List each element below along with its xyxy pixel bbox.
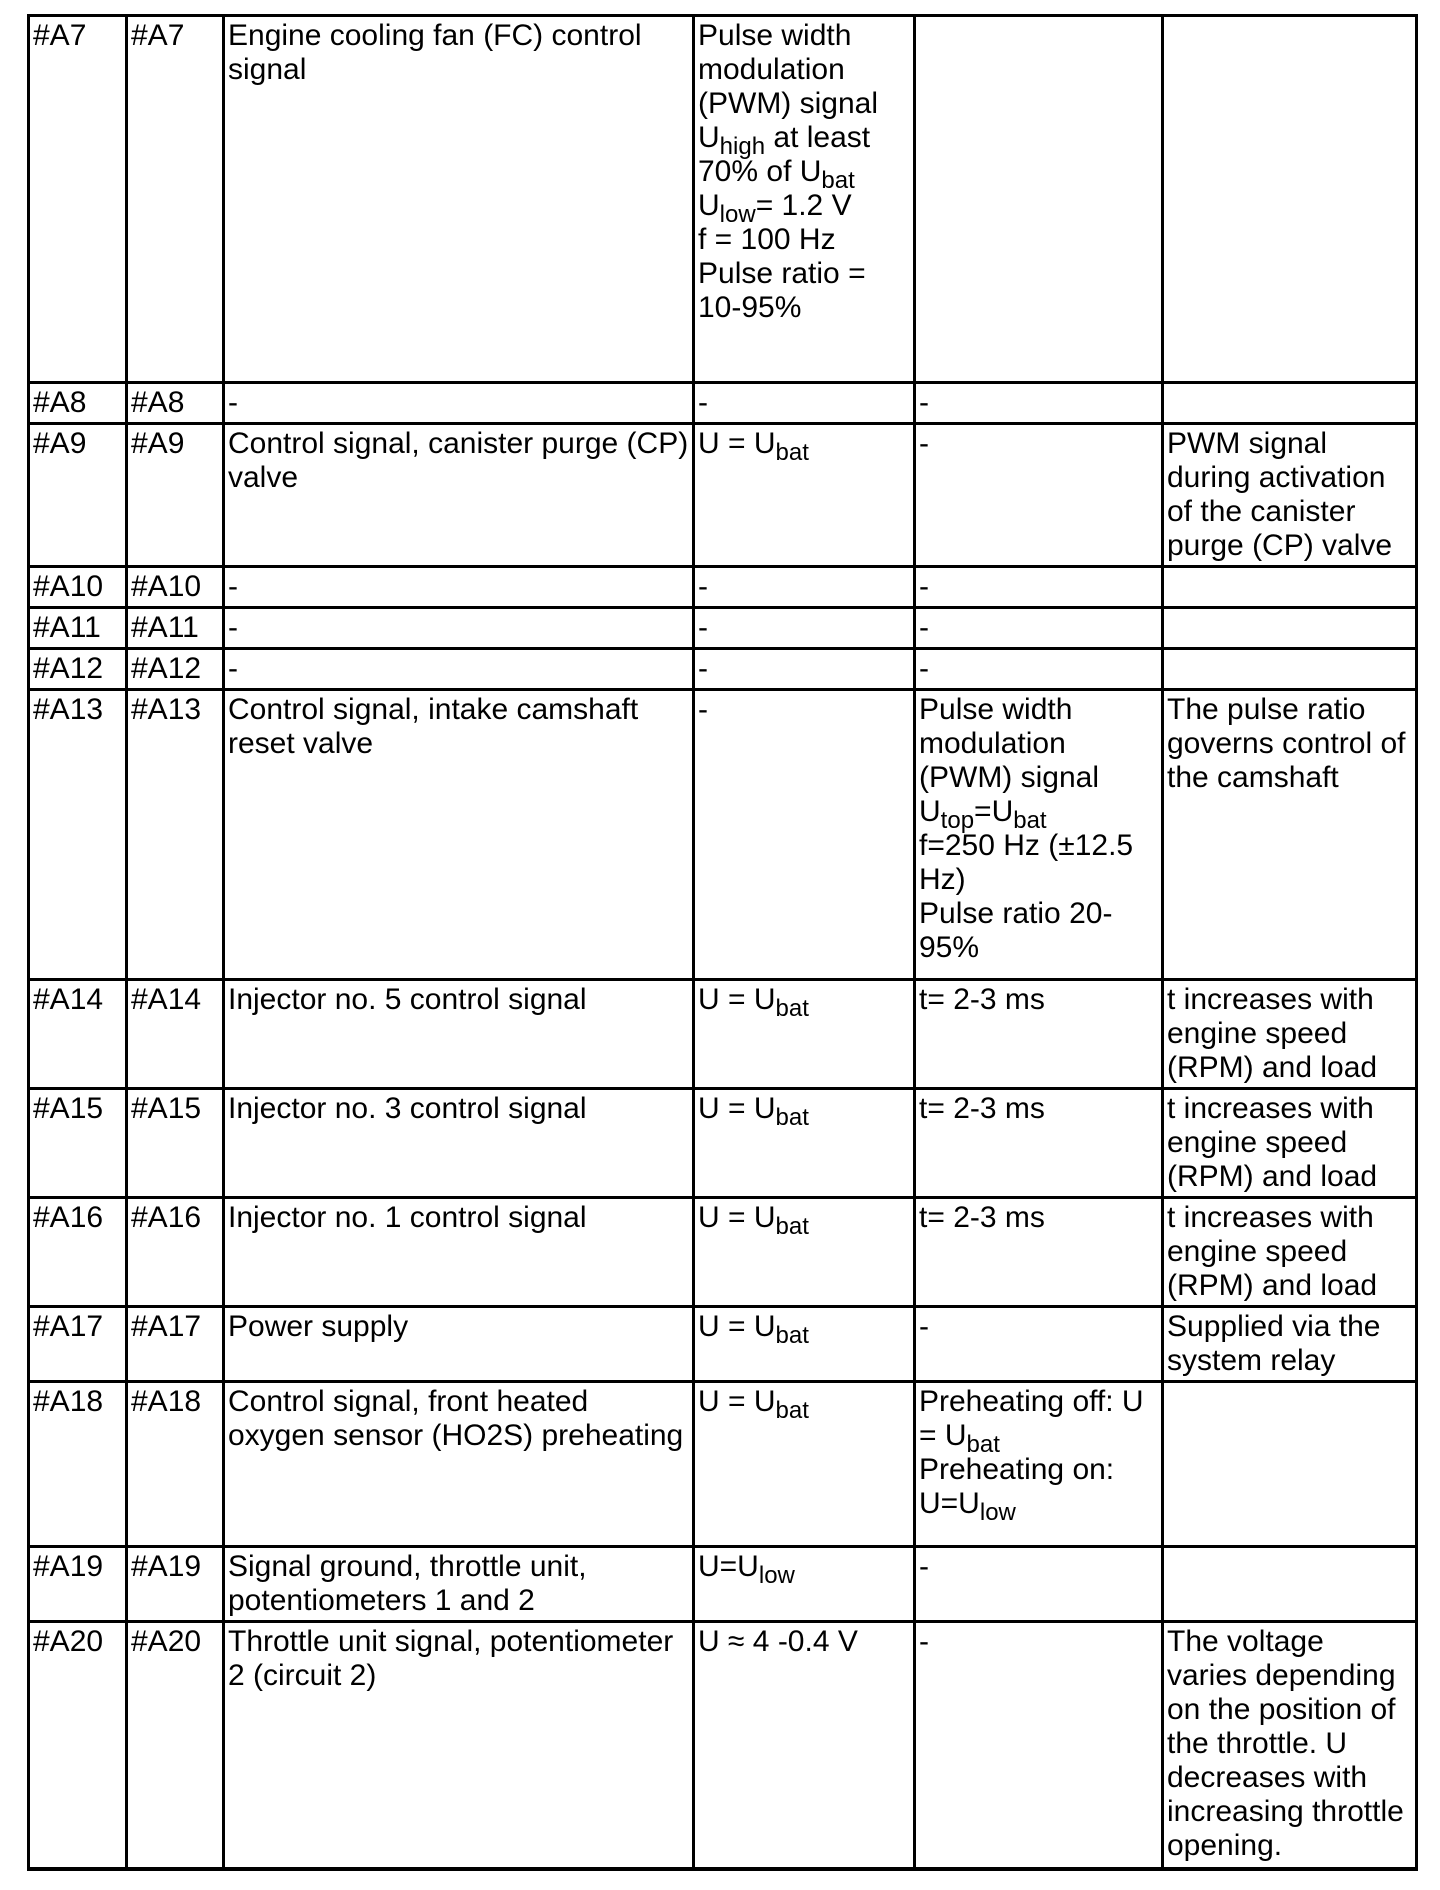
text-segment: Pulse width modulation (PWM) signal — [919, 693, 1100, 794]
nominal-value-cell — [694, 567, 915, 608]
subscript: bat — [775, 1104, 809, 1131]
measured-value-cell — [915, 1622, 1163, 1869]
table-row — [29, 383, 1417, 424]
text-segment: - — [698, 386, 708, 419]
pin-b-cell: #A15 — [127, 1089, 224, 1198]
text-segment: - — [919, 611, 929, 644]
pin-b-cell: #A17 — [127, 1307, 224, 1382]
pin-table-body — [29, 16, 1417, 1869]
pin-a-cell: #A12 — [29, 649, 127, 690]
measured-value-cell-line — [919, 1550, 1158, 1584]
measured-value-cell — [915, 1382, 1163, 1547]
measured-value-cell-line — [919, 427, 1158, 461]
pin-b-cell: #A20 — [127, 1622, 224, 1869]
measured-value-cell-line — [919, 1310, 1158, 1344]
nominal-value-cell-line — [698, 1310, 910, 1349]
text-segment: U — [698, 189, 720, 222]
description-cell: - — [224, 608, 694, 649]
table-row — [29, 1198, 1417, 1307]
text-segment: U — [698, 121, 720, 154]
measured-value-cell-line — [919, 897, 1158, 965]
pin-a-cell: #A8 — [29, 383, 127, 424]
nominal-value-cell-line — [698, 223, 910, 257]
description-cell: Throttle unit signal, potentiometer 2 (circuit 2) — [224, 1622, 694, 1869]
table-row — [29, 1622, 1417, 1869]
measured-value-cell-line — [919, 386, 1158, 420]
text-segment: U = U — [698, 1310, 776, 1343]
text-segment: t= 2-3 ms — [919, 1092, 1045, 1125]
subscript: bat — [966, 1431, 1000, 1458]
description-cell: - — [224, 649, 694, 690]
text-segment: - — [919, 570, 929, 603]
measured-value-cell — [915, 424, 1163, 567]
note-cell: The pulse ratio governs control of the camshaft — [1163, 690, 1417, 980]
measured-value-cell — [915, 690, 1163, 980]
nominal-value-cell — [694, 1547, 915, 1622]
text-segment: U = U — [698, 427, 776, 460]
measured-value-cell-line — [919, 1385, 1158, 1458]
nominal-value-cell — [694, 649, 915, 690]
subscript: bat — [775, 1322, 809, 1349]
pin-a-cell: #A20 — [29, 1622, 127, 1869]
nominal-value-cell — [694, 608, 915, 649]
text-segment: U = U — [698, 1201, 776, 1234]
measured-value-cell-line — [919, 1453, 1158, 1526]
pin-a-cell: #A10 — [29, 567, 127, 608]
note-cell — [1163, 649, 1417, 690]
description-cell: Injector no. 5 control signal — [224, 980, 694, 1089]
note-cell — [1163, 1382, 1417, 1547]
measured-value-cell — [915, 1307, 1163, 1382]
subscript: top — [940, 807, 975, 834]
note-cell — [1163, 1547, 1417, 1622]
nominal-value-cell — [694, 383, 915, 424]
nominal-value-cell-line — [698, 1092, 910, 1131]
measured-value-cell-line — [919, 611, 1158, 645]
text-segment: - — [919, 386, 929, 419]
measured-value-cell — [915, 567, 1163, 608]
nominal-value-cell — [694, 1198, 915, 1307]
subscript: bat — [821, 167, 855, 194]
subscript: low — [719, 201, 756, 228]
subscript: low — [979, 1499, 1016, 1526]
description-cell: - — [224, 383, 694, 424]
note-cell — [1163, 608, 1417, 649]
note-cell — [1163, 567, 1417, 608]
nominal-value-cell — [694, 424, 915, 567]
note-cell — [1163, 383, 1417, 424]
pin-a-cell: #A13 — [29, 690, 127, 980]
measured-value-cell — [915, 649, 1163, 690]
nominal-value-cell — [694, 1307, 915, 1382]
nominal-value-cell-line — [698, 189, 910, 228]
pin-b-cell: #A9 — [127, 424, 224, 567]
nominal-value-cell-line — [698, 1625, 910, 1659]
nominal-value-cell-line — [698, 983, 910, 1022]
subscript: bat — [775, 439, 809, 466]
text-segment: - — [698, 652, 708, 685]
table-row — [29, 690, 1417, 980]
nominal-value-cell — [694, 1382, 915, 1547]
subscript: low — [758, 1562, 795, 1589]
nominal-value-cell-line — [698, 611, 910, 645]
nominal-value-cell-line — [698, 1550, 910, 1589]
description-cell: - — [224, 567, 694, 608]
measured-value-cell — [915, 383, 1163, 424]
pin-b-cell: #A12 — [127, 649, 224, 690]
measured-value-cell-line — [919, 570, 1158, 604]
measured-value-cell-line — [919, 795, 1158, 834]
nominal-value-cell-line — [698, 386, 910, 420]
nominal-value-cell-line — [698, 19, 910, 121]
text-segment: Pulse ratio 20-95% — [919, 897, 1113, 964]
note-cell: t increases with engine speed (RPM) and load — [1163, 1198, 1417, 1307]
nominal-value-cell — [694, 16, 915, 383]
pin-b-cell: #A13 — [127, 690, 224, 980]
table-row — [29, 16, 1417, 383]
table-row — [29, 608, 1417, 649]
pin-a-cell: #A19 — [29, 1547, 127, 1622]
pin-b-cell: #A10 — [127, 567, 224, 608]
text-segment: - — [919, 1550, 929, 1583]
text-segment: - — [919, 1625, 929, 1658]
subscript: bat — [1013, 807, 1047, 834]
text-segment: t= 2-3 ms — [919, 983, 1045, 1016]
nominal-value-cell-line — [698, 121, 910, 194]
description-cell: Control signal, front heated oxygen sensor (HO2S) preheating — [224, 1382, 694, 1547]
measured-value-cell-line — [919, 652, 1158, 686]
description-cell: Power supply — [224, 1307, 694, 1382]
pin-b-cell: #A8 — [127, 383, 224, 424]
description-cell: Signal ground, throttle unit, potentiometers 1 and 2 — [224, 1547, 694, 1622]
text-segment: U = U — [698, 1092, 776, 1125]
text-segment: t= 2-3 ms — [919, 1201, 1045, 1234]
description-cell: Control signal, intake camshaft reset valve — [224, 690, 694, 980]
note-cell: t increases with engine speed (RPM) and load — [1163, 980, 1417, 1089]
measured-value-cell-line — [919, 983, 1158, 1017]
description-cell: Injector no. 3 control signal — [224, 1089, 694, 1198]
pin-a-cell: #A9 — [29, 424, 127, 567]
note-cell: Supplied via the system relay — [1163, 1307, 1417, 1382]
pin-b-cell: #A19 — [127, 1547, 224, 1622]
pin-b-cell: #A11 — [127, 608, 224, 649]
text-segment: U = U — [698, 1385, 776, 1418]
pin-a-cell: #A7 — [29, 16, 127, 383]
nominal-value-cell-line — [698, 693, 910, 727]
text-segment: - — [698, 570, 708, 603]
table-row — [29, 1307, 1417, 1382]
text-segment: =U — [974, 795, 1014, 828]
nominal-value-cell-line — [698, 257, 910, 325]
table-row — [29, 1547, 1417, 1622]
table-row — [29, 649, 1417, 690]
measured-value-cell — [915, 1547, 1163, 1622]
text-segment: - — [698, 611, 708, 644]
nominal-value-cell — [694, 690, 915, 980]
text-segment: f = 100 Hz — [698, 223, 836, 256]
table-row — [29, 1089, 1417, 1198]
pin-a-cell: #A11 — [29, 608, 127, 649]
text-segment: - — [698, 693, 708, 726]
table-row — [29, 1382, 1417, 1547]
subscript: bat — [775, 1213, 809, 1240]
measured-value-cell-line — [919, 1092, 1158, 1126]
pin-a-cell: #A18 — [29, 1382, 127, 1547]
note-cell — [1163, 16, 1417, 383]
nominal-value-cell-line — [698, 1201, 910, 1240]
text-segment: Preheating off: U = U — [919, 1385, 1144, 1452]
nominal-value-cell-line — [698, 570, 910, 604]
table-row — [29, 567, 1417, 608]
table-row — [29, 980, 1417, 1089]
text-segment: - — [919, 652, 929, 685]
text-segment: U=U — [698, 1550, 759, 1583]
pin-b-cell: #A16 — [127, 1198, 224, 1307]
note-cell: PWM signal during activation of the canister purge (CP) valve — [1163, 424, 1417, 567]
measured-value-cell — [915, 608, 1163, 649]
measured-value-cell — [915, 980, 1163, 1089]
text-segment: Preheating on: U=U — [919, 1453, 1115, 1520]
pin-a-cell: #A14 — [29, 980, 127, 1089]
measured-value-cell-line — [919, 829, 1158, 897]
text-segment: at least 70% of U — [698, 121, 871, 188]
nominal-value-cell — [694, 980, 915, 1089]
text-segment: U ≈ 4 -0.4 V — [698, 1625, 858, 1658]
text-segment: U — [919, 795, 941, 828]
pin-a-cell: #A16 — [29, 1198, 127, 1307]
table-row — [29, 424, 1417, 567]
description-cell: Engine cooling fan (FC) control signal — [224, 16, 694, 383]
pin-table — [27, 14, 1418, 1871]
text-segment: - — [919, 1310, 929, 1343]
description-cell: Injector no. 1 control signal — [224, 1198, 694, 1307]
note-cell: The voltage varies depending on the position of the throttle. U decreases with increasing throttle opening. — [1163, 1622, 1417, 1869]
text-segment: U = U — [698, 983, 776, 1016]
nominal-value-cell-line — [698, 1385, 910, 1424]
pin-b-cell: #A14 — [127, 980, 224, 1089]
subscript: bat — [775, 1397, 809, 1424]
measured-value-cell — [915, 16, 1163, 383]
description-cell: Control signal, canister purge (CP) valve — [224, 424, 694, 567]
measured-value-cell — [915, 1198, 1163, 1307]
pin-a-cell: #A17 — [29, 1307, 127, 1382]
measured-value-cell-line — [919, 1201, 1158, 1235]
text-segment: f=250 Hz (±12.5 Hz) — [919, 829, 1134, 896]
pin-a-cell: #A15 — [29, 1089, 127, 1198]
text-segment: = 1.2 V — [755, 189, 852, 222]
subscript: high — [719, 133, 766, 160]
text-segment: Pulse ratio = 10-95% — [698, 257, 866, 324]
nominal-value-cell-line — [698, 652, 910, 686]
pin-b-cell: #A7 — [127, 16, 224, 383]
nominal-value-cell — [694, 1089, 915, 1198]
measured-value-cell — [915, 1089, 1163, 1198]
note-cell: t increases with engine speed (RPM) and load — [1163, 1089, 1417, 1198]
nominal-value-cell — [694, 1622, 915, 1869]
pin-b-cell: #A18 — [127, 1382, 224, 1547]
text-segment: Pulse width modulation (PWM) signal — [698, 19, 879, 120]
subscript: bat — [775, 995, 809, 1022]
measured-value-cell-line — [919, 693, 1158, 795]
text-segment: - — [919, 427, 929, 460]
measured-value-cell-line — [919, 1625, 1158, 1659]
nominal-value-cell-line — [698, 427, 910, 466]
